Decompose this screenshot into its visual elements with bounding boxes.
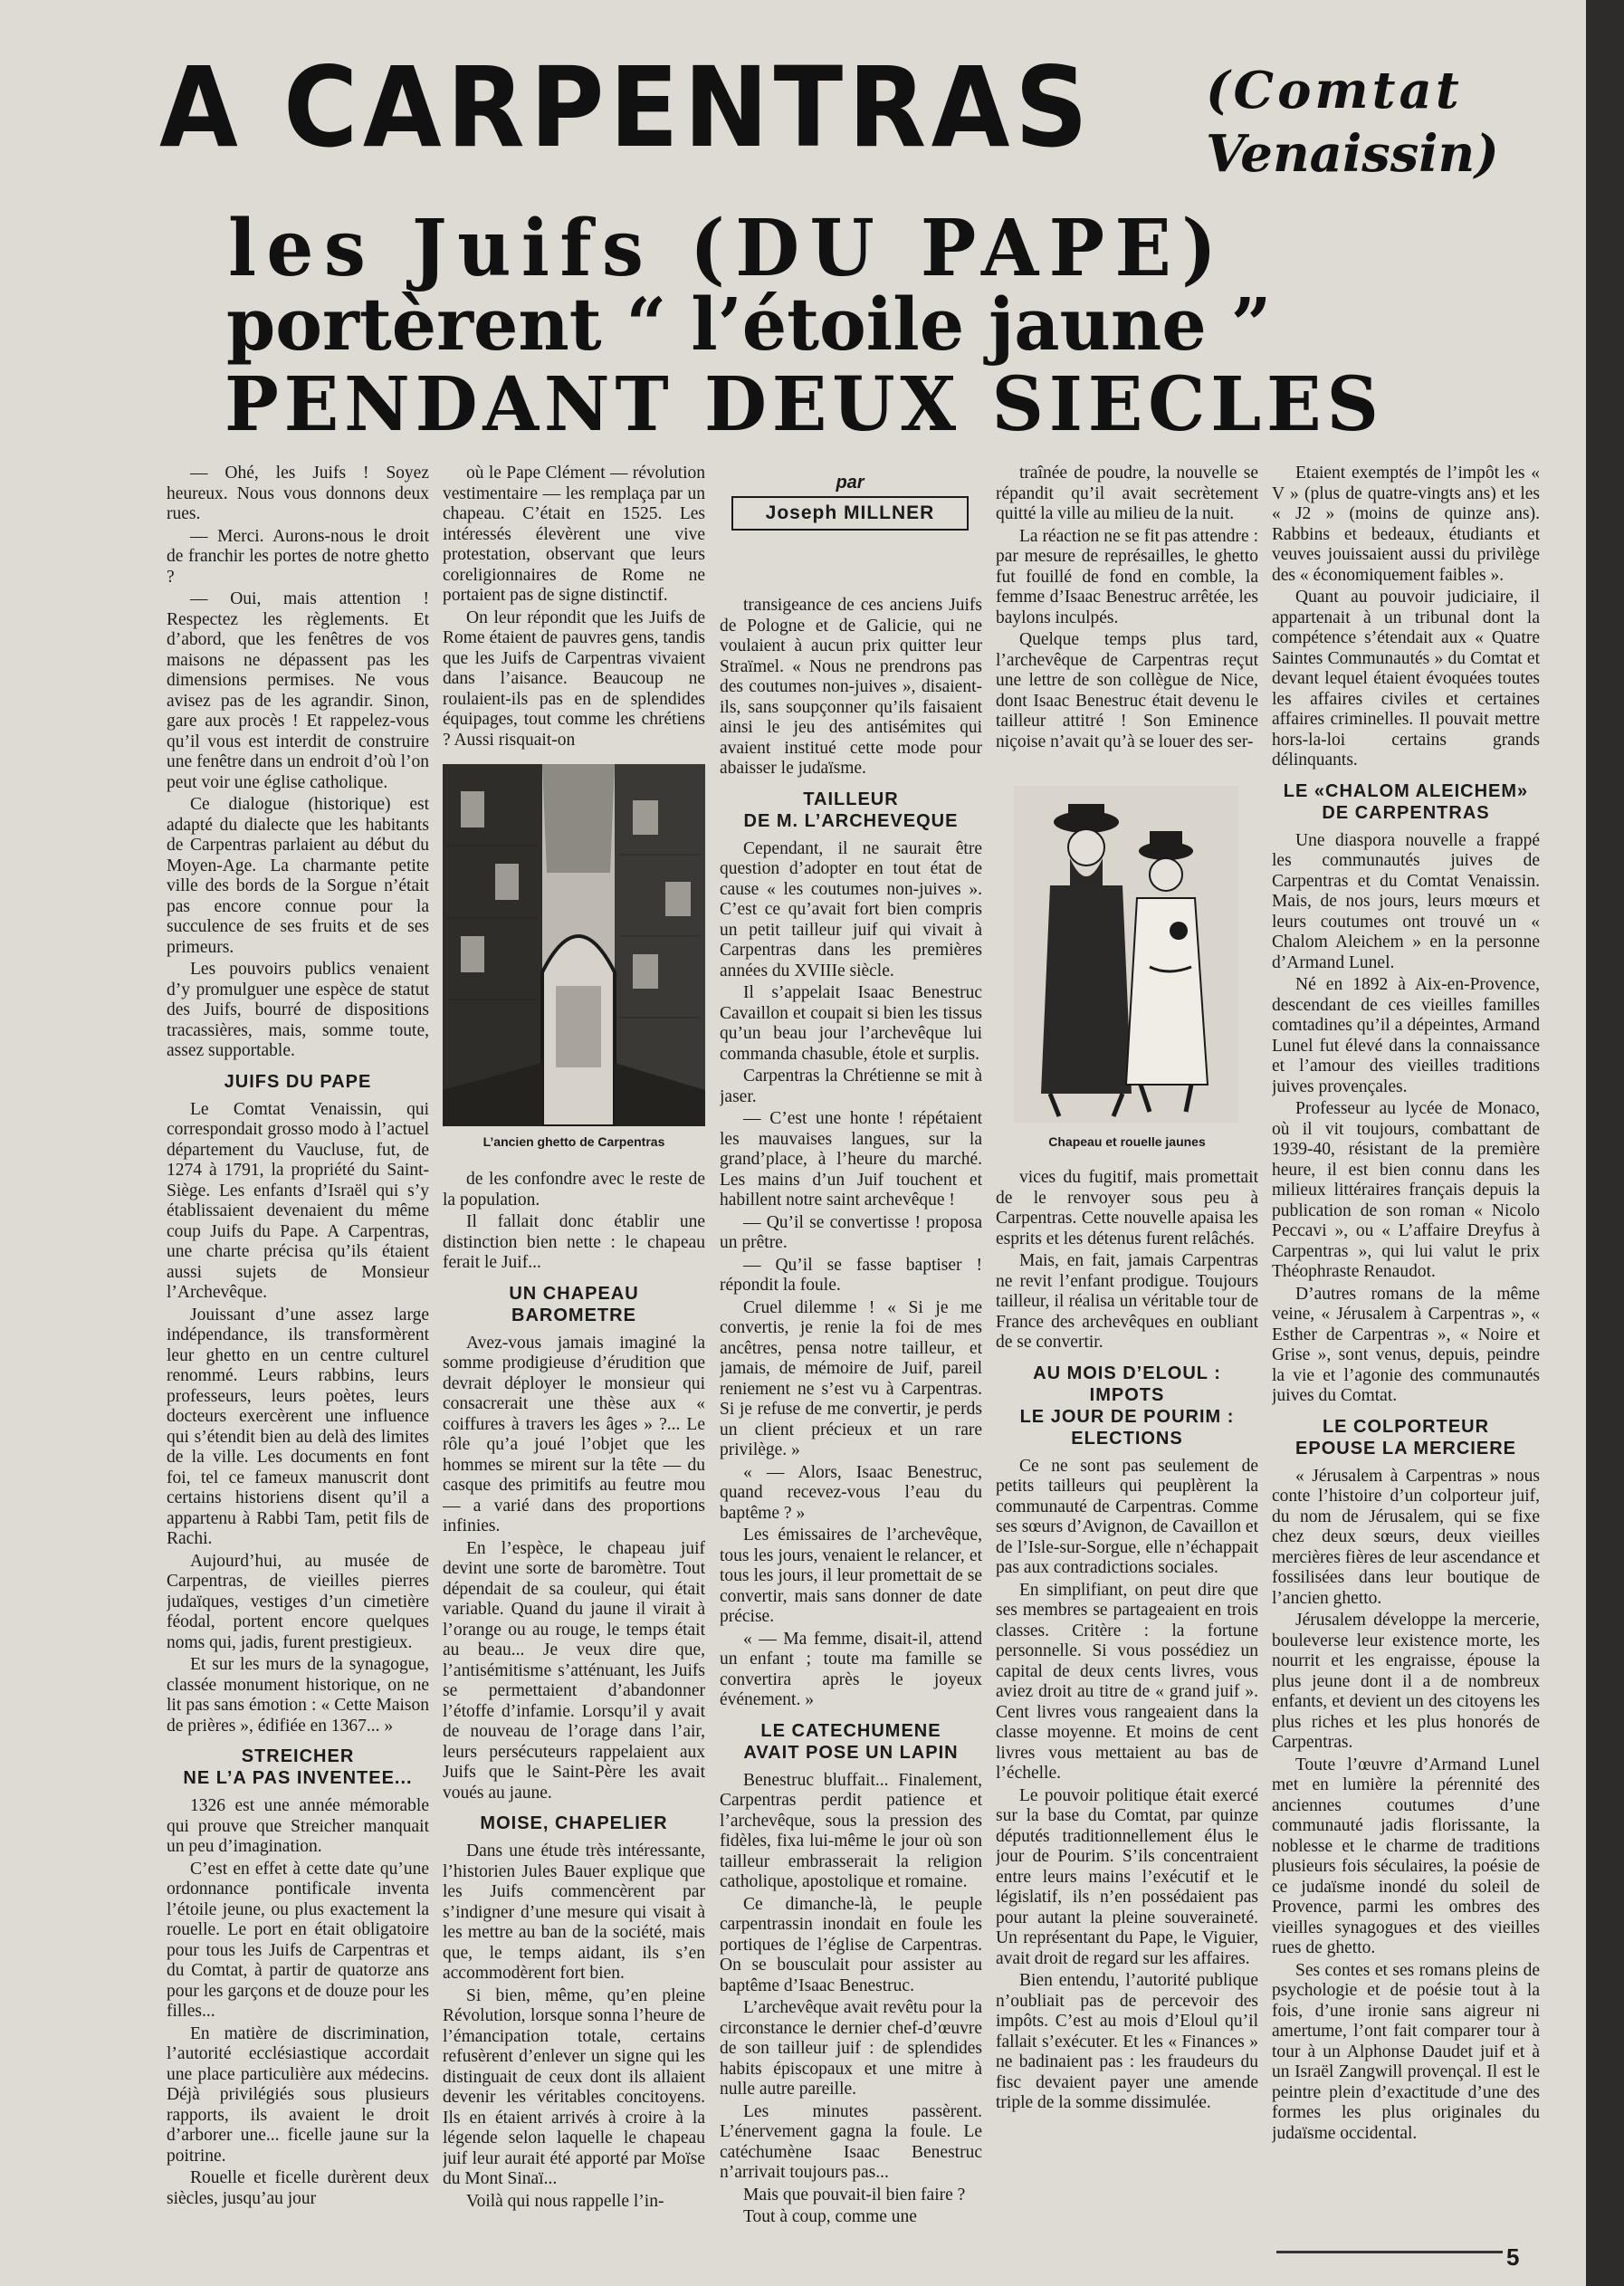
paragraph: « — Alors, Isaac Benestruc, quand recevez-vous l’eau du baptême ? » (720, 1462, 982, 1523)
article-column-4-bottom (996, 1168, 1258, 2261)
headline-venaissin: Venaissin) (1206, 124, 1499, 184)
headline-juifs-du-pape: les Juifs (DU PAPE) (228, 203, 1228, 294)
paragraph: vices du fugitif, mais promettait de le renvoyer sous peu à Carpentras. Cette nouvelle apaisa les esprits et les détenus furent relâchés. (996, 1168, 1258, 1248)
paragraph: Toute l’œuvre d’Armand Lunel met en lumière la pérennité des anciennes coutumes d’une communauté jadis florissante, la noblesse et le charme de traditions plusieurs fois séculaires, la poésie de ce judaïsme inondé du soleil de Provence, parmi les ombres des vieilles synagogues et des vieilles rues de ghetto. (1272, 1755, 1540, 1957)
paragraph: — Qu’il se fasse baptiser ! répondit la foule. (720, 1255, 982, 1295)
paragraph: D’autres romans de la même veine, « Jérusalem à Carpentras », « Esther de Carpentras », « Noire et Grise », sont venus, depuis, peindre la vie et l’agonie des communautés juives du Comtat. (1272, 1284, 1540, 1405)
paragraph: Les pouvoirs publics venaient d’y promulguer une espèce de statut des Juifs, bourré de dispositions tracassières, mais, somme toute, assez supportable. (167, 960, 429, 1060)
paragraph: Quelque temps plus tard, l’archevêque de Carpentras reçut une lettre de son collègue de Nice, dont Isaac Benestruc était devenu le tailleur attitré ! Son Eminence niçoise n’avait qu’à se louer des ser- (996, 630, 1258, 751)
paragraph: Voilà qui nous rappelle l’in- (466, 2191, 664, 2211)
paragraph: En l’espèce, le chapeau juif devint une sorte de baromètre. Tout dépendait de sa couleur, qui était variable. Quand du jaune il virait à l’orange ou au rouge, le temps était au beau... Je veux dire que, l’antisémitisme s’atténuant, les Juifs se permettaient d’abandonner l’étoffe d’infamie. Lorsqu’il y avait de nouveau de l’orage dans l’air, leurs persécuteurs rappelaient aux Juifs que le Saint-Père les avait voués au jaune. (443, 1538, 705, 1803)
paragraph: Etaient exemptés de l’impôt les « V » (plus de quatre-vingts ans) et les « J2 » (moins de quinze ans). Rabbins et bedeaux, étudiants et veuves jouissaient aussi du privilège des « économiquement faibles ». (1272, 464, 1540, 585)
paragraph: Il s’appelait Isaac Benestruc Cavaillon et coupait si bien les tissus qu’un beau jour l’archevêque lui commanda chasuble, étole et surplis. (720, 983, 982, 1064)
subheading-chapeau-barometre: UN CHAPEAU BAROMETRE (509, 1283, 639, 1325)
paragraph: — C’est une honte ! répétaient les mauvaises langues, sur la grand’place, à l’heure du marché. Les mains d’un Juif touchent et habillent notre saint archevêque ! (720, 1109, 982, 1210)
paragraph: transigeance de ces anciens Juifs de Pologne et de Galicie, qui ne voulaient à aucun prix quitter leur Straïmel. « Nous ne prendrons pas des coutumes non-juives », disaient-ils, sans soupçonner qu’ils faisaient ainsi le jeu des antisémites qui avaient institué cette mode pour abaisser le judaïsme. (720, 596, 982, 778)
end-rule (1276, 2251, 1503, 2253)
paragraph: Né en 1892 à Aix-en-Provence, descendant de ces vieilles familles comtadines qu’il a dépeintes, Armand Lunel fut élevé dans la connaissance et l’amour des vieilles traditions juives provençales. (1272, 975, 1540, 1096)
subheading-streicher: STREICHER NE L’A PAS INVENTEE... (183, 1746, 413, 1788)
paragraph: La réaction ne se fit pas attendre : par mesure de représailles, le ghetto fut fouillé de fond en comble, la femme d’Isaac Benestruc arrêtée, les baylons inculpés. (996, 526, 1258, 627)
paragraph: Mais, en fait, jamais Carpentras ne revit l’enfant prodigue. Toujours tailleur, il réalisa un véritable tour de France des archevêques en oubliant de se convertir. (996, 1251, 1258, 1352)
paragraph: Il fallait donc établir une distinction bien nette : le chapeau ferait le Juif... (443, 1212, 705, 1272)
article-column-4-top (996, 464, 1258, 768)
paragraph: Ce dialogue (historique) est adapté du dialecte que les habitants de Carpentras parlaient au début du Moyen-Age. La charmante petite ville des bords de la Sorgue n’était pas encore connue pour la succulence de ses fruits et de ses primeurs. (167, 795, 429, 957)
paragraph: Si bien, même, qu’en pleine Révolution, lorsque sonna l’heure de l’émancipation totale, certains refusèrent d’enlever un signe qui les distinguait de ceux dont ils allaient devenir les véritables concitoyens. Ils en étaient arrivés à croire à la légende selon laquelle le chapeau juif leur aurait été apporté par Moïse du Mont Sinaï... (443, 1985, 705, 2188)
paragraph: Aujourd’hui, au musée de Carpentras, de vieilles pierres judaïques, vestiges d’un cimetière féodal, portent encore quelques noms qui, jadis, furent prestigieux. (167, 1551, 429, 1652)
article-column-3 (720, 596, 982, 2261)
chapeau-illustration (1014, 786, 1238, 1123)
paragraph: Avez-vous jamais imaginé la somme prodigieuse d’érudition que devrait déployer le monsieur qui consacrerait une thèse aux « coiffures à travers les âges » ?... Le rôle qu’a joué l’objet que les hommes se mirent sur la tête — du casque des primitifs au feutre mou — a varié dans des proportions infinies. (443, 1333, 705, 1535)
paragraph: Benestruc bluffait... Finalement, Carpentras perdit patience et l’archevêque, sous la pression des fidèles, fixa lui-même le jour où son tailleur embrasserait la religion catholique, apostolique et romaine. (720, 1770, 982, 1891)
paragraph: Bien entendu, l’autorité publique n’oubliait pas de percevoir des impôts. C’est au mois d’Eloul qu’il fallait s’exécuter. Et les « Finances » ne badinaient pas : les fraudeurs du fisc devaient payer une amende triple de la somme dissimulée. (996, 1971, 1258, 2112)
paragraph: Cruel dilemme ! « Si je me convertis, je renie la foi de mes ancêtres, pensa notre tailleur, et jamais, de mémoire de Juif, pareil reniement ne s’est vu à Carpentras. Si je refuse de me convertir, je perds un client précieux et un rare privilège. » (720, 1297, 982, 1459)
paragraph: Et sur les murs de la synagogue, classée monument historique, on ne lit pas sans émotion : « Cette Maison de prières », édifiée en 1367... » (167, 1655, 429, 1736)
paragraph: « Jérusalem à Carpentras » nous conte l’histoire d’un colporteur juif, du nom de Jérusalem, qui se fixe chez deux sœurs, deux vieilles mercières fières de leur ascendance et fossilisées dans leur boutique de l’ancien ghetto. (1272, 1466, 1540, 1608)
paragraph: Ce dimanche-là, le peuple carpentrassin inondait en foule les portiques de l’église de Carpentras. On se bousculait pour assister au baptême d’Isaac Benestruc. (720, 1894, 982, 1995)
author-name: Joseph MILLNER (731, 496, 969, 531)
paragraph: C’est en effet à cette date qu’une ordonnance pontificale inventa l’étoile jeune, ou plus exactement la rouelle. Le port en était obligatoire pour tous les Juifs de Carpentras et du Comtat, à partir de quatorze ans pour les garçons et de douze pour les filles... (167, 1859, 429, 2021)
paragraph: Les émissaires de l’archevêque, tous les jours, venaient le relancer, et tous les jours, il leur promettait de se convertir, mais sans donner de date précise. (720, 1526, 982, 1626)
paragraph: Tout à coup, comme une (743, 2207, 917, 2226)
subheading-colporteur: LE COLPORTEUR EPOUSE LA MERCIERE (1295, 1416, 1516, 1459)
paragraph: Ses contes et ses romans pleins de psychologie et de poésie tout à la fois, d’une ironie sans aigreur ni amertume, l’ont fait comparer tour à tour à un Alphonse Daudet juif et à un Israël Zangwill provençal. Il est le peintre plein d’exactitude d’une des formes les plus originales du judaïsme occidental. (1272, 1960, 1540, 2143)
paragraph: Ce ne sont pas seulement de petits tailleurs qui peuplèrent la communauté de Carpentras. Comme ses sœurs d’Avignon, de Cavaillon et de l’Isle-sur-Sorgue, elle n’échappait pas aux contradictions sociales. (996, 1456, 1258, 1577)
paragraph: Mais que pouvait-il bien faire ? (743, 2185, 966, 2205)
paragraph: — Merci. Aurons-nous le droit de franchir les portes de notre ghetto ? (167, 526, 429, 587)
paragraph: Une diaspora nouvelle a frappé les communautés juives de Carpentras et du Comtat Venaissin. Mais, de nos jours, leurs mœurs et leurs coutumes ont trouvé un « Chalom Aleichem » en la personne d’Armand Lunel. (1272, 830, 1540, 972)
paragraph: « — Ma femme, disait-il, attend un enfant ; toute ma famille se convertira après le joyeux événement. » (720, 1629, 982, 1709)
chapeau-caption: Chapeau et rouelle jaunes (1048, 1134, 1206, 1149)
paragraph: Le pouvoir politique était exercé sur la base du Comtat, par quinze députés traditionnellement élus le jour de Pourim. S’ils concentraient entre leurs mains l’exécutif et le législatif, ils n’en possédaient pas pour autant la pleine souveraineté. Un représentant du Pape, le Viguier, avait droit de regard sur les affaires. (996, 1785, 1258, 1968)
byline-par: par (836, 473, 865, 493)
subheading-chalom-aleichem: LE «CHALOM ALEICHEM» DE CARPENTRAS (1283, 780, 1529, 823)
paragraph: En matière de discrimination, l’autorité ecclésiastique accordait une place particulière aux médecins. Déjà privilégiés sous plusieurs rapports, ils avaient le droit d’arborer une... ficelle jaune sur la poitrine. (167, 2023, 429, 2166)
ghetto-illustration (443, 764, 705, 1126)
paragraph: — Ohé, les Juifs ! Soyez heureux. Nous vous donnons deux rues. (167, 464, 429, 523)
paragraph: En simplifiant, on peut dire que ses membres se partageaient en trois classes. Critère : la fortune personnelle. Si vous possédiez un capital de deux cents livres, vous aviez droit au titre de « grand juif ». Cent livres vous rangeaient dans la classe moyenne. Et moins de cent livres vous mettaient au bas de l’échelle. (996, 1580, 1258, 1783)
page-number: 5 (1506, 2243, 1520, 2271)
subheading-juifs-du-pape: JUIFS DU PAPE (224, 1071, 372, 1092)
subheading-tailleur: TAILLEUR DE M. L’ARCHEVEQUE (743, 789, 959, 831)
paragraph: 1326 est une année mémorable qui prouve que Streicher manquait un peu d’imagination. (167, 1796, 429, 1856)
byline (731, 473, 969, 536)
paragraph: Carpentras la Chrétienne se mit à jaser. (720, 1066, 982, 1106)
ghetto-caption: L’ancien ghetto de Carpentras (482, 1134, 665, 1149)
paragraph: L’archevêque avait revêtu pour la circonstance le dernier chef-d’œuvre de son tailleur juif : de splendides habits épiscopaux et une mitre à nulle autre pareille. (720, 1998, 982, 2099)
paragraph: Professeur au lycée de Monaco, où il vit toujours, combattant de 1939-40, résistant de la première heure, il est bien connu dans les milieux littéraires français depuis la publication de son roman « Nicolo Peccavi », ou « L’affaire Dreyfus à Carpentras », qui lui valut le prix Théophraste Renaudot. (1272, 1099, 1540, 1281)
paragraph: Cependant, il ne saurait être question d’adopter en tout état de cause « les coutumes non-juives ». C’est ce qu’avait fort bien compris un petit tailleur juif qui vivait à Carpentras dans les premières années du XVIIIe siècle. (720, 838, 982, 980)
paragraph: où le Pape Clément — révolution vestimentaire — les remplaça par un chapeau. C’était en 1525. Les intéressés élevèrent une vive protestation, observant que leurs coreligionnaires de Rome ne portaient pas de signe distinctif. (443, 464, 705, 605)
paragraph: — Qu’il se convertisse ! proposa un prêtre. (720, 1212, 982, 1252)
paragraph: de les confondre avec le reste de la population. (443, 1170, 705, 1210)
article-column-1 (167, 464, 429, 2261)
paragraph: Jouissant d’une assez large indépendance, ils transformèrent leur ghetto en un centre culturel renommé. Leurs rabbins, leurs professeurs, leurs poètes, leurs docteurs exercèrent une influence qui s’étendit bien au delà des limites de la ville. Les documents en font foi, tel ce fameux manuscrit dont certains historiens disent qu’il a appartenu à Rabbi Tam, petit fils de Rachi. (167, 1305, 429, 1548)
subheading-moise-chapelier: MOISE, CHAPELIER (480, 1813, 668, 1833)
headline-deux-siecles: PENDANT DEUX SIECLES (224, 361, 1384, 448)
paragraph: Jérusalem développe la mercerie, bouleverse leur existence morte, les nourrit et les engraisse, épouse la plus jeune dont il a de nombreux enfants, et devient un des citoyens les plus riches et les plus honorés de Carpentras. (1272, 1611, 1540, 1752)
article-column-2-top (443, 464, 705, 753)
subheading-catechumene: LE CATECHUMENE AVAIT POSE UN LAPIN (743, 1720, 959, 1763)
paragraph: Dans une étude très intéressante, l’historien Jules Bauer explique que les Juifs commencèrent par s’indigner d’une mesure qui visait à les mettre au ban de la société, mais que, le temps aidant, ils s’en accommodèrent fort bien. (443, 1841, 705, 1983)
article-column-5 (1272, 464, 1540, 2261)
paragraph: Rouelle et ficelle durèrent deux siècles, jusqu’au jour (167, 2168, 429, 2208)
paragraph: Le Comtat Venaissin, qui correspondait grosso modo à l’actuel département du Vaucluse, fut, de 1274 à 1791, la propriété du Saint-Siège. Les enfants d’Israël qui s’y établissaient devenaient du même coup Juifs du Pape. A Carpentras, une charte précisa qu’ils étaient aussi sujets de Monsieur l’Archevêque. (167, 1099, 429, 1302)
headline-etoile-jaune: portèrent “ l’étoile jaune ” (226, 282, 1272, 367)
subheading-eloul-pourim: AU MOIS D’ELOUL : IMPOTS LE JOUR DE POURIM : ELECTIONS (1019, 1363, 1235, 1449)
headline-comtat: (Comtat (1206, 61, 1463, 120)
article-column-2-bottom (443, 1170, 705, 2261)
paragraph: Les minutes passèrent. L’énervement gagna la foule. Le catéchumène Isaac Benestruc n’arrivait toujours pas... (720, 2101, 982, 2182)
headline-carpentras: A CARPENTRAS (159, 43, 1094, 172)
paragraph: traînée de poudre, la nouvelle se répandit qu’il avait secrètement quitté la ville au milieu de la nuit. (996, 464, 1258, 523)
page-edge-shadow (1586, 0, 1624, 2286)
paragraph: — Oui, mais attention ! Respectez les règlements. Et d’abord, que les fenêtres de vos maisons ne dépassent pas les dimensions permises. Ne vous avisez pas de les agrandir. Sinon, gare aux procès ! Et rappelez-vous qu’il vous est interdit de construire une fenêtre dans un endroit d’où l’on peut voir une église catholique. (167, 589, 429, 792)
paragraph: On leur répondit que les Juifs de Rome étaient de pauvres gens, tandis que les Juifs de Carpentras vivaient dans l’aisance. Beaucoup ne roulaient-ils pas en de splendides équipages, tout comme les chrétiens ? Aussi risquait-on (443, 607, 705, 750)
paragraph: Quant au pouvoir judiciaire, il appartenait à un tribunal dont la compétence s’étendait aux « Quatre Saintes Communautés » du Comtat et devant lequel étaient évoquées toutes les affaires civiles et certaines affaires criminelles. Il pouvait mettre hors-la-loi certains grands délinquants. (1272, 588, 1540, 770)
